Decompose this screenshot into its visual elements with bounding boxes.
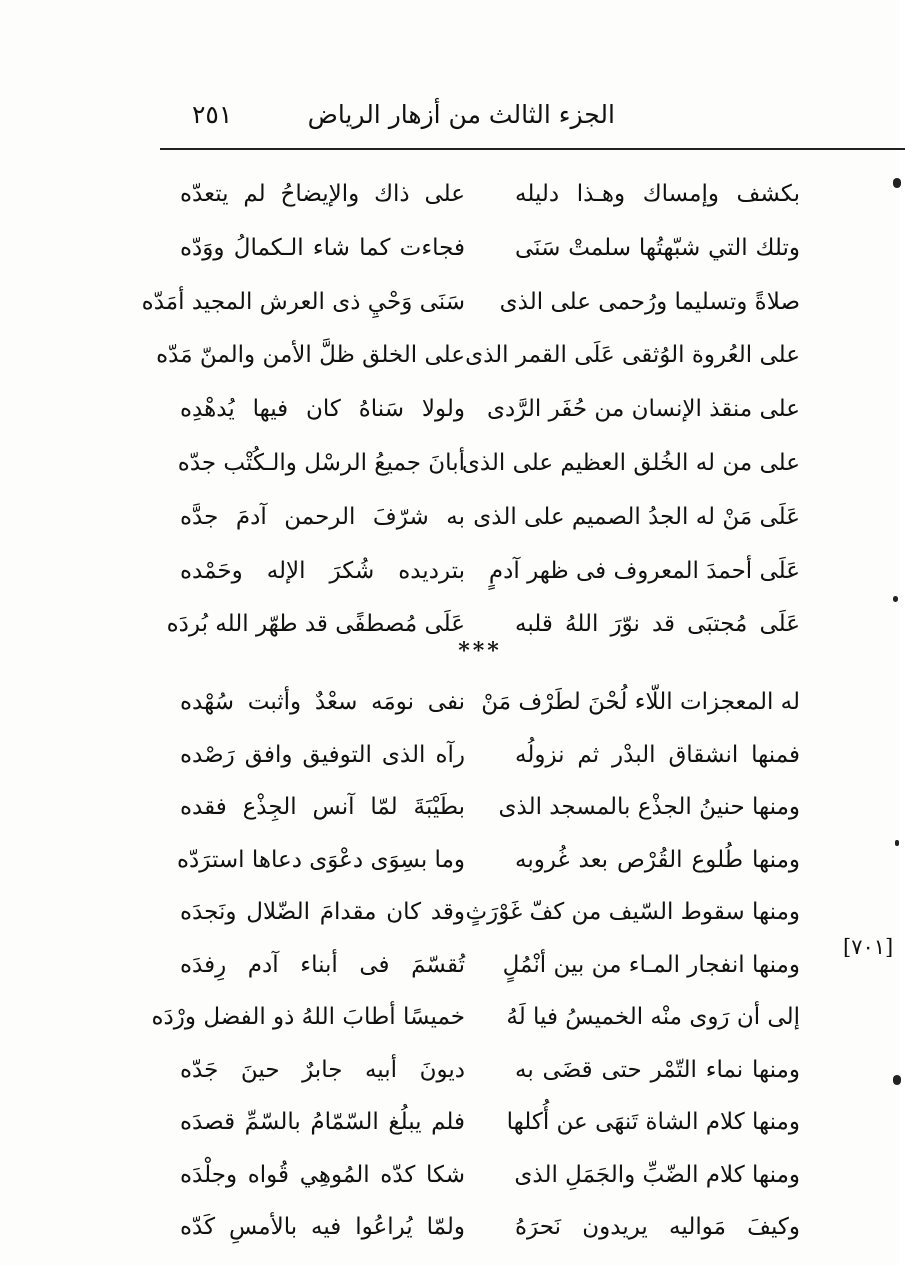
verse-line bbox=[180, 890, 800, 943]
verse-second-hemistich: على الخلق ظلَّ الأمن والمنّ مَدّه bbox=[156, 342, 465, 369]
verse-first-hemistich: له المعجزات اللّاء لُحْنَ لطَرْف مَنْ bbox=[481, 689, 800, 715]
page-header bbox=[160, 96, 905, 146]
verse-line bbox=[180, 549, 800, 603]
verse-first-hemistich: فمنها انشقاق البدْر ثم نزولُه bbox=[515, 741, 800, 768]
verse-line bbox=[180, 172, 800, 226]
page-number: ٢٥١ bbox=[192, 100, 233, 129]
verse-first-hemistich: عَلَى مَنْ له الجدُ الصميم على الذى bbox=[473, 503, 800, 530]
verse-line bbox=[180, 943, 800, 996]
verse-line bbox=[180, 1100, 800, 1153]
verse-first-hemistich: صلاةً وتسليما ورُحمى على الذى bbox=[499, 288, 800, 315]
verse-second-hemistich: على ذاك والإيضاحُ لم يتعدّه bbox=[180, 181, 465, 207]
verse-first-hemistich: وكيفَ مَواليه يريدون نَحرَهُ bbox=[515, 1214, 800, 1240]
verse-second-hemistich: بطَيْبَةَ لمّا آنس الجِذْع فقده bbox=[180, 794, 465, 820]
verse-first-hemistich: ومنها حنينُ الجذْع بالمسجد الذى bbox=[498, 794, 800, 820]
verse-second-hemistich: رآه الذى التوفيق وافق رَصْده bbox=[180, 741, 465, 768]
verse-line bbox=[180, 733, 800, 786]
verse-second-hemistich: سَنَى وَحْيِ ذى العرش المجيد أمَدّه bbox=[141, 288, 465, 315]
verse-first-hemistich: ومنها كلام الضّبِّ والجَمَلِ الذى bbox=[514, 1161, 800, 1188]
verse-first-hemistich: عَلَى مُجتبَى قد نوّرَ اللهُ قلبه bbox=[515, 611, 800, 638]
verse-second-hemistich: به شرّفَ الرحمن آدمَ جدَّه bbox=[180, 503, 465, 530]
verse-second-hemistich: وما بسِوَى دعْوَى دعاها استرَدّه bbox=[176, 846, 465, 873]
verse-second-hemistich: فلم يبلُغ السّمّامُ بالسّمِّ قصدَه bbox=[180, 1109, 465, 1135]
verse-second-hemistich: أبانَ جميعُ الرسْل والـكُتْب جدّه bbox=[177, 449, 465, 476]
poem-section-1 bbox=[141, 172, 800, 656]
verse-line bbox=[180, 1048, 800, 1101]
scan-mark bbox=[895, 840, 899, 846]
verse-line bbox=[177, 441, 800, 495]
verse-second-hemistich: ولمّا يُراعُوا فيه بالأمسِ كَدّه bbox=[180, 1214, 465, 1240]
verse-first-hemistich: عَلَى أحمدَ المعروف فى ظهر آدمٍ bbox=[488, 557, 800, 584]
scan-mark bbox=[893, 1075, 901, 1085]
verse-first-hemistich: بكشف وإمساك وهـذا دليله bbox=[515, 181, 800, 207]
verse-first-hemistich: على العُروة الوُثقى عَلَى القمر الذى bbox=[465, 342, 800, 369]
verse-second-hemistich: فجاءت كما شاء الـكمالُ ووَدّه bbox=[180, 234, 465, 261]
verse-first-hemistich: ومنها كلام الشاة تَنهَى عن أُكلها bbox=[506, 1109, 800, 1135]
verse-line bbox=[176, 838, 800, 891]
section-separator: *** bbox=[458, 638, 502, 664]
verse-first-hemistich: على منقذ الإنسان من حُفَر الرَّدى bbox=[486, 396, 800, 423]
verse-first-hemistich: إلى أن رَوى منْه الخميسُ فيا لَهُ bbox=[506, 1004, 800, 1030]
verse-line bbox=[180, 680, 800, 733]
verse-second-hemistich: خميسًا أطابَ اللهُ ذو الفضل ورْدَه bbox=[151, 1004, 465, 1030]
verse-first-hemistich: على من له الخُلق العظيم على الذى bbox=[461, 449, 800, 476]
verse-line bbox=[156, 333, 800, 387]
verse-line bbox=[180, 226, 800, 280]
verse-line bbox=[180, 387, 800, 441]
verse-second-hemistich: بترديده شُكرَ الإله وحَمْده bbox=[180, 557, 465, 584]
verse-second-hemistich: ولولا سَناهُ كان فيها يُدهْدِه bbox=[180, 396, 465, 423]
scan-mark bbox=[893, 596, 898, 602]
verse-first-hemistich: وتلك التي شبّهتُها سلمتْ سَنَى bbox=[515, 234, 800, 261]
margin-page-reference: [٧٠١] bbox=[843, 935, 894, 959]
verse-first-hemistich: ومنها نماء التّمْر حتى قضَى به bbox=[515, 1056, 800, 1083]
verse-second-hemistich: تُقسّمَ فى أبناء آدم رِفدَه bbox=[180, 951, 465, 978]
verse-second-hemistich: شكا كدّه المُوهِي قُواه وجلْدَه bbox=[180, 1161, 465, 1188]
verse-line bbox=[180, 495, 800, 549]
verse-line bbox=[180, 785, 800, 838]
verse-first-hemistich: ومنها انفجار المـاء من بين أنْمُلٍ bbox=[502, 951, 800, 978]
verse-second-hemistich: عَلَى مُصطفًى قد طهّر الله بُردَه bbox=[166, 611, 465, 638]
verse-first-hemistich: ومنها طُلوع القُرْص بعد غُروبه bbox=[515, 846, 800, 873]
verse-line bbox=[141, 280, 800, 334]
verse-line bbox=[180, 1205, 800, 1258]
header-rule bbox=[160, 148, 905, 150]
verse-second-hemistich: وقد كان مقدامَ الضّلال ونَجدَه bbox=[180, 899, 465, 925]
verse-line bbox=[151, 995, 800, 1048]
poem-section-2 bbox=[151, 680, 800, 1258]
verse-first-hemistich: ومنها سقوط السّيف من كفّ غَوْرَثٍ bbox=[465, 899, 800, 925]
verse-second-hemistich: نفى نومَه سعْدٌ وأثبت سُهْده bbox=[180, 689, 465, 715]
verse-line bbox=[180, 1153, 800, 1206]
running-title: الجزء الثالث من أزهار الرياض bbox=[307, 100, 615, 129]
verse-second-hemistich: ديونَ أبيه جابرٌ حينَ جَدّه bbox=[180, 1056, 465, 1083]
scan-mark bbox=[893, 178, 901, 188]
